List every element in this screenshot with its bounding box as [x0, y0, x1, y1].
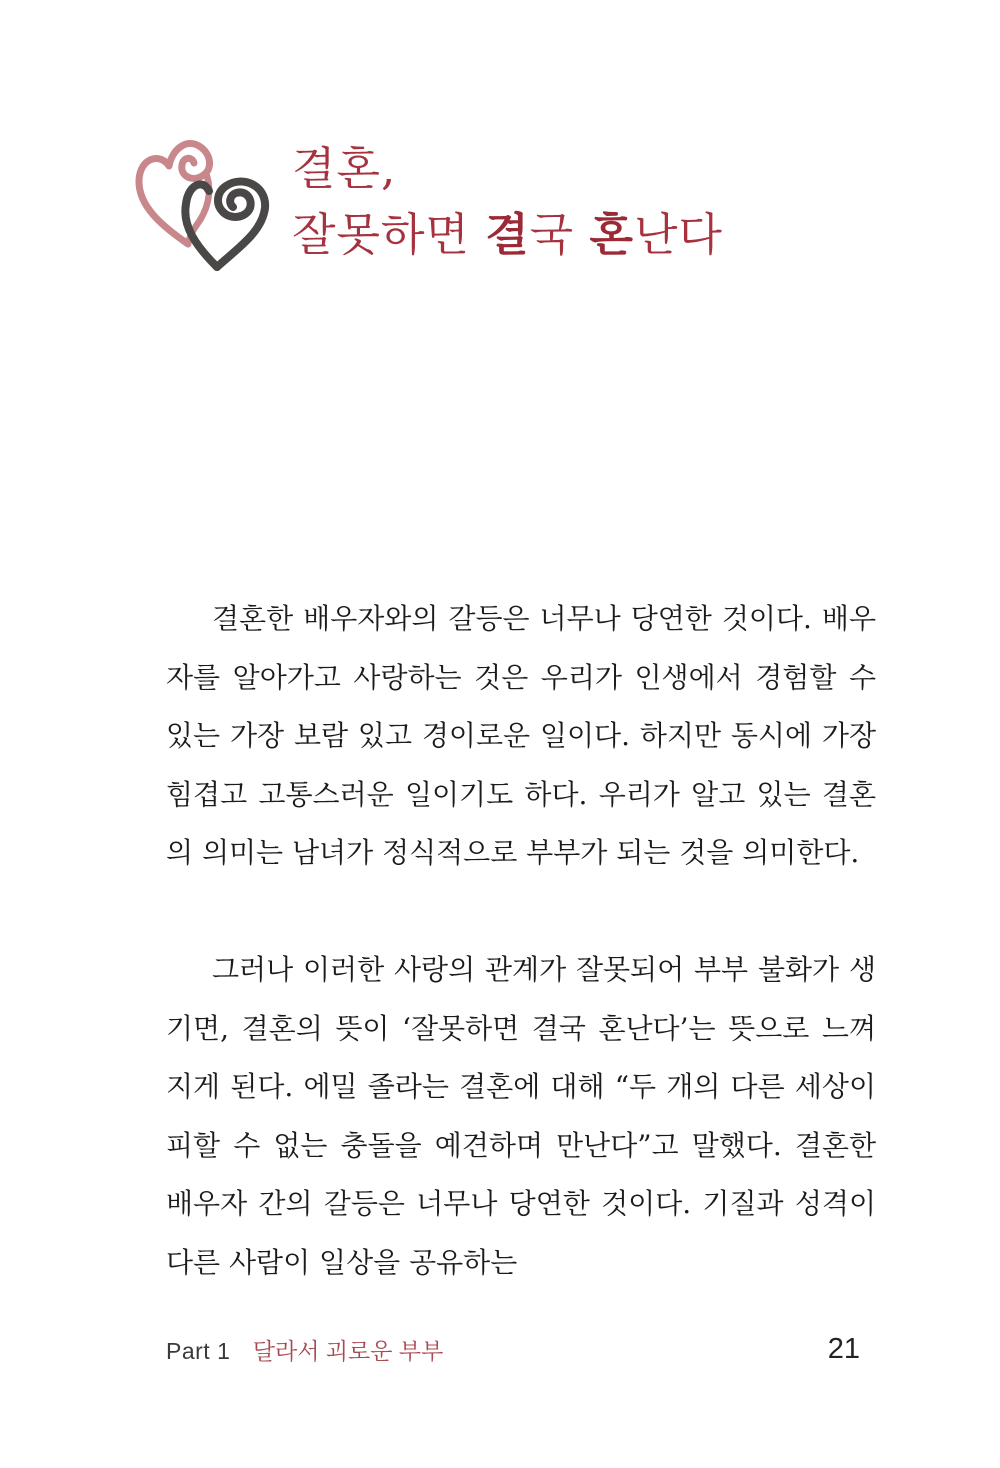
paragraph-2: 그러나 이러한 사랑의 관계가 잘못되어 부부 불화가 생기면, 결혼의 뜻이 ‘잘못하면 결국 혼난다’는 뜻으로 느껴지게 된다. 에밀 졸라는 결혼에 대해 “두 개의 다른 세상이 피할 수 없는 충돌을 예견하며 만난다”고 말했다. 결혼한 배우자 간의 갈등은 너무나 당연한 것이다. 기질과 성격이 다른 사람이 일상을 공유하는 — [166, 953, 876, 1279]
title-segment: 잘못하면 — [292, 208, 486, 261]
two-hearts-logo-svg — [130, 130, 290, 290]
two-hearts-logo — [130, 130, 290, 290]
chapter-title-line1: 결혼, — [292, 142, 397, 195]
paragraph-1: 결혼한 배우자와의 갈등은 너무나 당연한 것이다. 배우자를 알아가고 사랑하는 것은 우리가 인생에서 경험할 수 있는 가장 보람 있고 경이로운 일이다. 하지만 동시에 가장 힘겹고 고통스러운 일이기도 하다. 우리가 알고 있는 결혼의 의미는 남녀가 정식적으로 부부가 되는 것을 의미한다. — [166, 602, 876, 869]
footer — [166, 1337, 443, 1365]
page-number: 21 — [827, 1333, 860, 1365]
chapter-title-line2 — [292, 202, 723, 268]
body-text-block — [166, 590, 876, 1292]
title-segment-bold: 혼 — [589, 208, 634, 261]
chapter-title-heading — [292, 136, 723, 268]
pink-heart-icon — [139, 143, 210, 244]
title-segment: 국 — [529, 208, 590, 261]
title-segment: 난다 — [633, 208, 723, 261]
part-label: Part 1 — [166, 1338, 231, 1364]
footer-chapter-title: 달라서 괴로운 부부 — [252, 1338, 444, 1364]
title-segment-bold: 결 — [485, 208, 530, 261]
